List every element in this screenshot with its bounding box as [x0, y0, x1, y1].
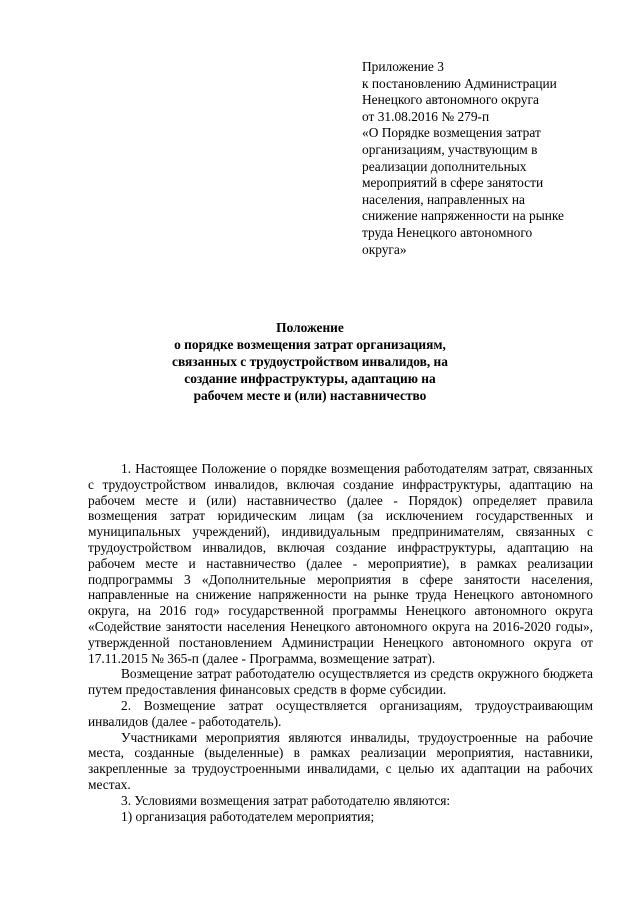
appendix-line: Ненецкого автономного округа — [362, 92, 539, 108]
title-line: Положение — [276, 320, 344, 335]
appendix-line: мероприятий в сфере занятости — [362, 175, 544, 191]
appendix-line: населения, направленных на — [362, 191, 525, 207]
body-paragraph: Возмещение затрат работодателю осуществляется из средств окружного бюджета путем предоставления финансовых средств в форме субсидии. — [88, 666, 593, 698]
appendix-line: реализации дополнительных — [362, 158, 527, 174]
appendix-line: к постановлению Администрации — [362, 75, 557, 91]
appendix-line: от 31.08.2016 № 279-п — [362, 108, 490, 124]
title-line: рабочем месте и (или) наставничество — [193, 388, 427, 403]
title-line: создание инфраструктуры, адаптацию на — [184, 371, 436, 386]
title-line: о порядке возмещения затрат организациям, — [174, 337, 446, 352]
appendix-line: округа» — [362, 241, 407, 257]
appendix-line: организациям, участвующим в — [362, 141, 538, 157]
body-paragraph: 3. Условиями возмещения затрат работодателю являются: — [121, 792, 451, 808]
body-paragraph: 2. Возмещение затрат осуществляется организациям, трудоустраивающим инвалидов (далее - работодатель). — [88, 697, 593, 729]
appendix-line: Приложение 3 — [362, 59, 444, 74]
title-line: связанных с трудоустройством инвалидов, на — [172, 354, 448, 369]
appendix-line: труда Ненецкого автономного — [362, 224, 533, 240]
document-body — [88, 461, 593, 824]
body-paragraph: 1) организация работодателем мероприятия; — [121, 808, 375, 824]
appendix-line: «О Порядке возмещения затрат — [362, 125, 541, 141]
appendix-line: снижение напряженности на рынке — [362, 208, 564, 224]
document-title — [110, 319, 510, 404]
appendix-header — [362, 59, 602, 258]
body-paragraph: Участниками мероприятия являются инвалиды, трудоустроенные на рабочие места, созданные (выделенные) в рамках реализации мероприятия, наставники, закрепленные за трудоустроенными инвалидами, с целью их адаптации на рабочих местах. — [88, 729, 593, 792]
body-paragraph: 1. Настоящее Положение о порядке возмещения работодателям затрат, связанных с трудоустройством инвалидов, включая создание инфраструктуры, адаптацию на рабочем месте и (или) наставничество (далее - Порядок) определяет правила возмещения затрат юридическим лицам (за исключением государственных и муниципальных учреждений), индивидуальным предпринимателям, связанных с трудоустройством инвалидов, включая создание инфраструктуры, адаптацию на рабочем месте и наставничество (далее - мероприятие), в рамках реализации подпрограммы 3 «Дополнительные мероприятия в сфере занятости населения, направленные на снижение напряженности на рынке труда Ненецкого автономного округа, на 2016 год» государственной программы Ненецкого автономного округа «Содействие занятости населения Ненецкого автономного округа на 2016-2020 годы», утвержденной постановлением Администрации Ненецкого автономного округа от 17.11.2015 № 365-п (далее - Программа, возмещение затрат). — [88, 461, 593, 666]
